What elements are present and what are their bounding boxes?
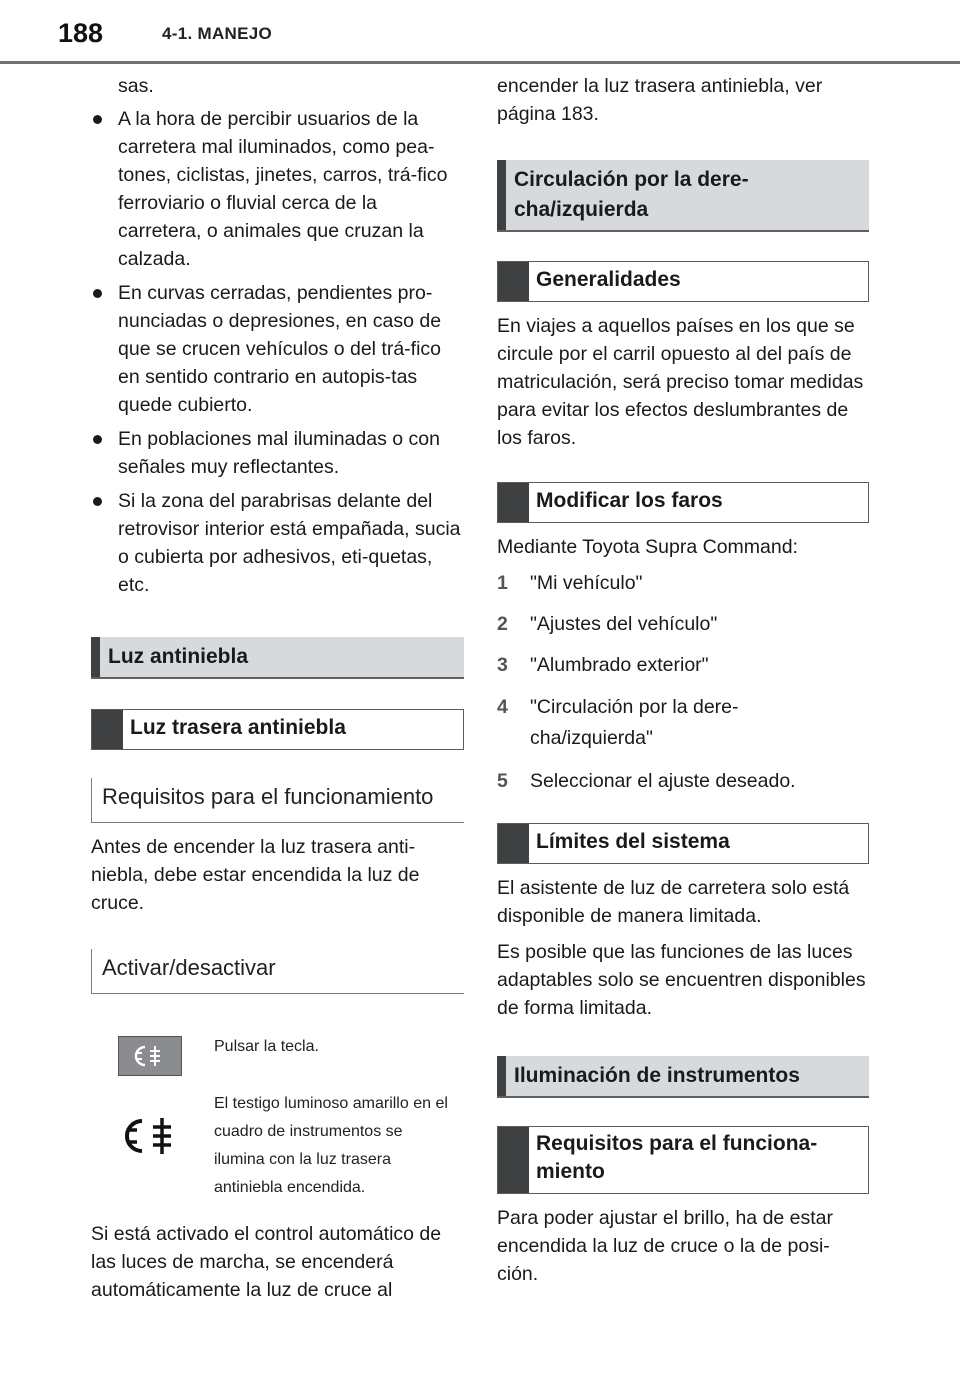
- subsection-heading-system-limits: Límites del sistema: [497, 823, 869, 864]
- right-column: [497, 72, 869, 1296]
- subsection-heading-general: Generalidades: [497, 261, 869, 302]
- header-rule: [0, 61, 960, 64]
- list-item: 2 "Ajustes del vehículo": [497, 613, 718, 635]
- list-item: En poblaciones mal iluminadas o con señales muy reflectantes.: [91, 425, 464, 481]
- press-key-text: Pulsar la tecla.: [214, 1038, 319, 1055]
- rear-fog-light-indicator-icon: [125, 1116, 179, 1161]
- list-item: En curvas cerradas, pendientes pro-nunciadas o depresiones, en caso de que se crucen vehículos o del trá-fico en sentido contrario en autopis-tas quede cubierto.: [91, 279, 464, 419]
- section-heading-instrument-lighting: Iluminación de instrumentos: [497, 1056, 869, 1098]
- continued-text: sas.: [118, 75, 154, 97]
- bullet-icon: [93, 435, 102, 444]
- auto-light-paragraph: Si está activado el control automático de las luces de marcha, se encenderá automáticamente la luz de cruce al: [91, 1223, 442, 1301]
- left-column: [91, 72, 464, 1312]
- bullet-icon: [93, 289, 102, 298]
- subsection-heading-requirements: Requisitos para el funciona-miento: [497, 1126, 869, 1194]
- bullet-icon: [93, 115, 102, 124]
- chapter-title: 4-1. MANEJO: [162, 24, 273, 43]
- subsection-heading-modify-headlights: Modificar los faros: [497, 482, 869, 523]
- requirements-paragraph: Antes de encender la luz trasera anti-niebla, debe estar encendida la luz de cruce.: [91, 836, 420, 914]
- indicator-row: [91, 1064, 464, 1204]
- page-header: [0, 0, 960, 64]
- indicator-text: El testigo luminoso amarillo en el cuadro de instrumentos se ilumina con la luz trasera antiniebla encendida.: [214, 1095, 448, 1196]
- list-item: 5 Seleccionar el ajuste deseado.: [497, 770, 796, 792]
- subsection-heading-rear-fog-light: Luz trasera antiniebla: [91, 709, 464, 750]
- general-paragraph: En viajes a aquellos países en los que se circule por el carril opuesto al del país de matriculación, será preciso tomar medidas para evitar los efectos deslumbrantes de los faros.: [497, 315, 864, 449]
- page-number: 188: [58, 18, 104, 48]
- topic-heading-toggle: Activar/desactivar: [91, 949, 464, 994]
- limits-paragraph-2: Es posible que las funciones de las luces adaptables solo se encuentren disponibles de forma limitada.: [497, 941, 866, 1019]
- section-heading-fog-light: Luz antiniebla: [91, 637, 464, 679]
- list-item: 3 "Alumbrado exterior": [497, 654, 709, 676]
- brightness-paragraph: Para poder ajustar el brillo, ha de estar encendida la luz de cruce o la de posi-ción.: [497, 1207, 834, 1285]
- press-key-row: [91, 994, 464, 1064]
- list-item: 1 "Mi vehículo": [497, 572, 643, 594]
- section-heading-traffic-side: Circulación por la dere-cha/izquierda: [497, 160, 869, 232]
- list-item: Si la zona del parabrisas delante del retrovisor interior está empañada, sucia o cubierta por adhesivos, eti-quetas, etc.: [91, 487, 464, 599]
- command-paragraph: Mediante Toyota Supra Command:: [497, 536, 798, 558]
- continued-paragraph: encender la luz trasera antiniebla, ver página 183.: [497, 75, 823, 125]
- limits-paragraph-1: El asistente de luz de carretera solo está disponible de manera limitada.: [497, 877, 850, 927]
- list-item: 4 "Circulación por la dere-cha/izquierda": [497, 696, 739, 749]
- list-item: A la hora de percibir usuarios de la carretera mal iluminados, como pea-tones, ciclistas, jinetes, carros, trá-fico ferroviario o fluvial cerca de la carretera, o animales que cruzan la calzada.: [91, 105, 464, 273]
- bullet-icon: [93, 497, 102, 506]
- topic-heading-requirements: Requisitos para el funcionamiento: [91, 778, 464, 823]
